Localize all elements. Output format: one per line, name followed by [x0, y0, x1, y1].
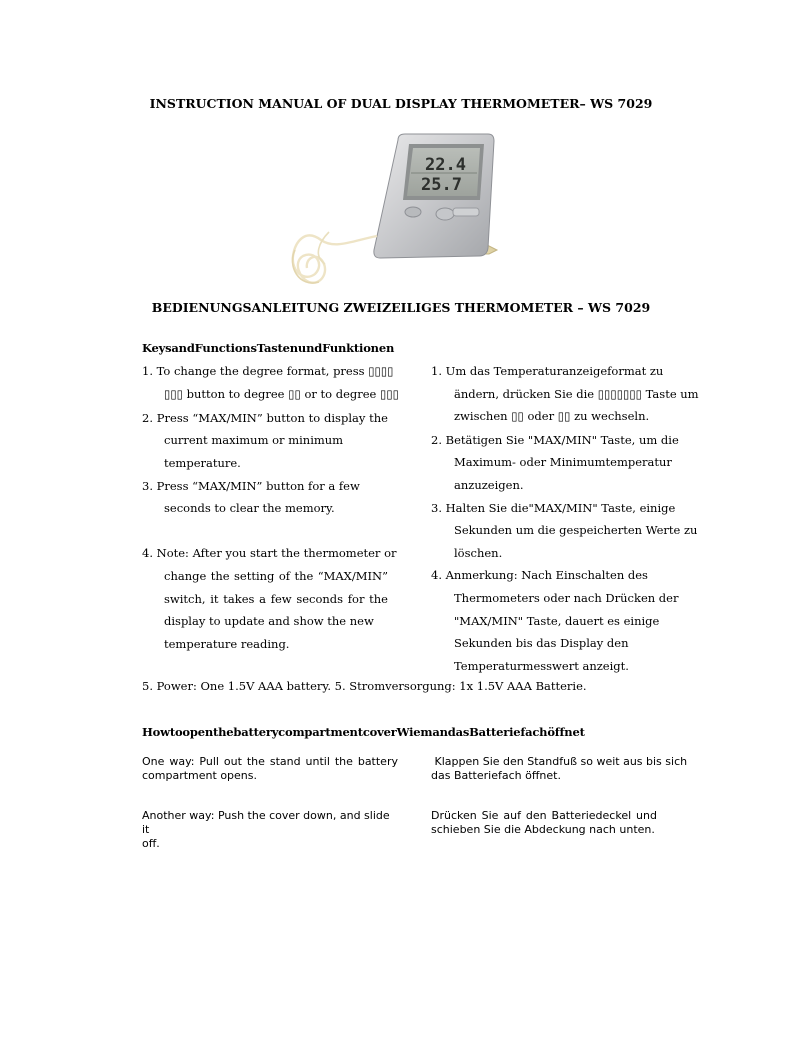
item-line: 3. Press “MAX/MIN” button for a few — [142, 478, 360, 493]
item-line: 4. Anmerkung: Nach Einschalten des — [431, 568, 648, 583]
battery-way-2-english — [142, 809, 398, 851]
item-line: ▯▯▯ button to degree ▯▯ or to degree ▯▯▯ — [164, 386, 399, 401]
item-line: temperature. — [164, 455, 241, 470]
lcd-bottom-reading: 25.7 — [421, 175, 462, 195]
para-line: Drücken Sie auf den Batteriedeckel und — [431, 809, 657, 822]
title-english: INSTRUCTION MANUAL OF DUAL DISPLAY THERMOMETER– WS 7029 — [149, 96, 653, 111]
item-line: Temperaturmesswert anzeigt. — [454, 658, 629, 673]
item-line: 1. To change the degree format, press ▯▯▯▯ — [142, 364, 394, 378]
item-line: anzuzeigen. — [454, 477, 524, 492]
keys-functions-heading: KeysandFunctionsTastenundFunktionen — [142, 341, 395, 355]
list-item — [142, 360, 399, 405]
item-line: switch, it takes a few seconds for the — [164, 591, 388, 606]
list-item — [431, 429, 681, 497]
item-line: zwischen ▯▯ oder ▯▯ zu wechseln. — [454, 409, 650, 424]
list-item — [142, 542, 397, 655]
thermometer-photo — [285, 132, 523, 292]
item-line: current maximum or minimum — [164, 433, 344, 448]
item-line: change the setting of the “MAX/MIN” — [164, 568, 388, 583]
list-item — [142, 475, 388, 543]
para-line: das Batteriefach öffnet. — [431, 769, 561, 782]
item-line: display to update and show the new — [164, 614, 374, 629]
para-line: One way: Pull out the stand until the battery — [142, 755, 398, 768]
battery-way-2-german — [431, 809, 657, 837]
item-line: Maximum- oder Minimumtemperatur — [454, 455, 672, 470]
para-line: compartment opens. — [142, 769, 257, 782]
item-line: seconds to clear the memory. — [164, 501, 335, 516]
list-item — [431, 360, 699, 428]
para-line: Another way: Push the cover down, and slide it — [142, 809, 390, 836]
para-line: off. — [142, 837, 160, 850]
item-line: 3. Halten Sie die"MAX/MIN" Taste, einige — [431, 500, 676, 515]
power-line: 5. Power: One 1.5V AAA battery. 5. Stromversorgung: 1x 1.5V AAA Batterie. — [142, 679, 587, 693]
item-line: Sekunden um die gespeicherten Werte zu — [454, 523, 698, 538]
item-line: löschen. — [454, 545, 503, 560]
lcd-top-reading: 22.4 — [425, 155, 466, 175]
item-line: ändern, drücken Sie die ▯▯▯▯▯▯▯ Taste um — [454, 386, 699, 401]
item-line: 2. Press “MAX/MIN” button to display the — [142, 410, 388, 425]
battery-way-1-english — [142, 755, 398, 783]
list-item — [142, 407, 388, 475]
thermometer-product-photo-icon — [285, 132, 523, 292]
para-line: schieben Sie die Abdeckung nach unten. — [431, 823, 655, 836]
item-line: 2. Betätigen Sie "MAX/MIN" Taste, um die — [431, 432, 679, 447]
keys-list-german — [431, 360, 699, 677]
keys-list-english — [142, 360, 399, 655]
battery-cover-heading: HowtoopenthebatterycompartmentcoverWiemandasBatteriefachöffnet — [142, 725, 585, 739]
battery-way-1-german — [431, 755, 688, 783]
item-line: "MAX/MIN" Taste, dauert es einige — [454, 613, 660, 628]
item-line: Thermometers oder nach Drücken der — [454, 590, 679, 605]
title-german: BEDIENUNGSANLEITUNG ZWEIZEILIGES THERMOMETER – WS 7029 — [151, 300, 651, 315]
item-line: Sekunden bis das Display den — [454, 636, 629, 651]
list-item — [431, 564, 681, 677]
para-line: Klappen Sie den Standfuß so weit aus bis sich — [431, 755, 688, 768]
list-item — [431, 497, 698, 565]
item-line: 1. Um das Temperaturanzeigeformat zu — [431, 364, 664, 378]
item-line: 4. Note: After you start the thermometer or — [142, 546, 397, 561]
item-line: temperature reading. — [164, 636, 290, 651]
